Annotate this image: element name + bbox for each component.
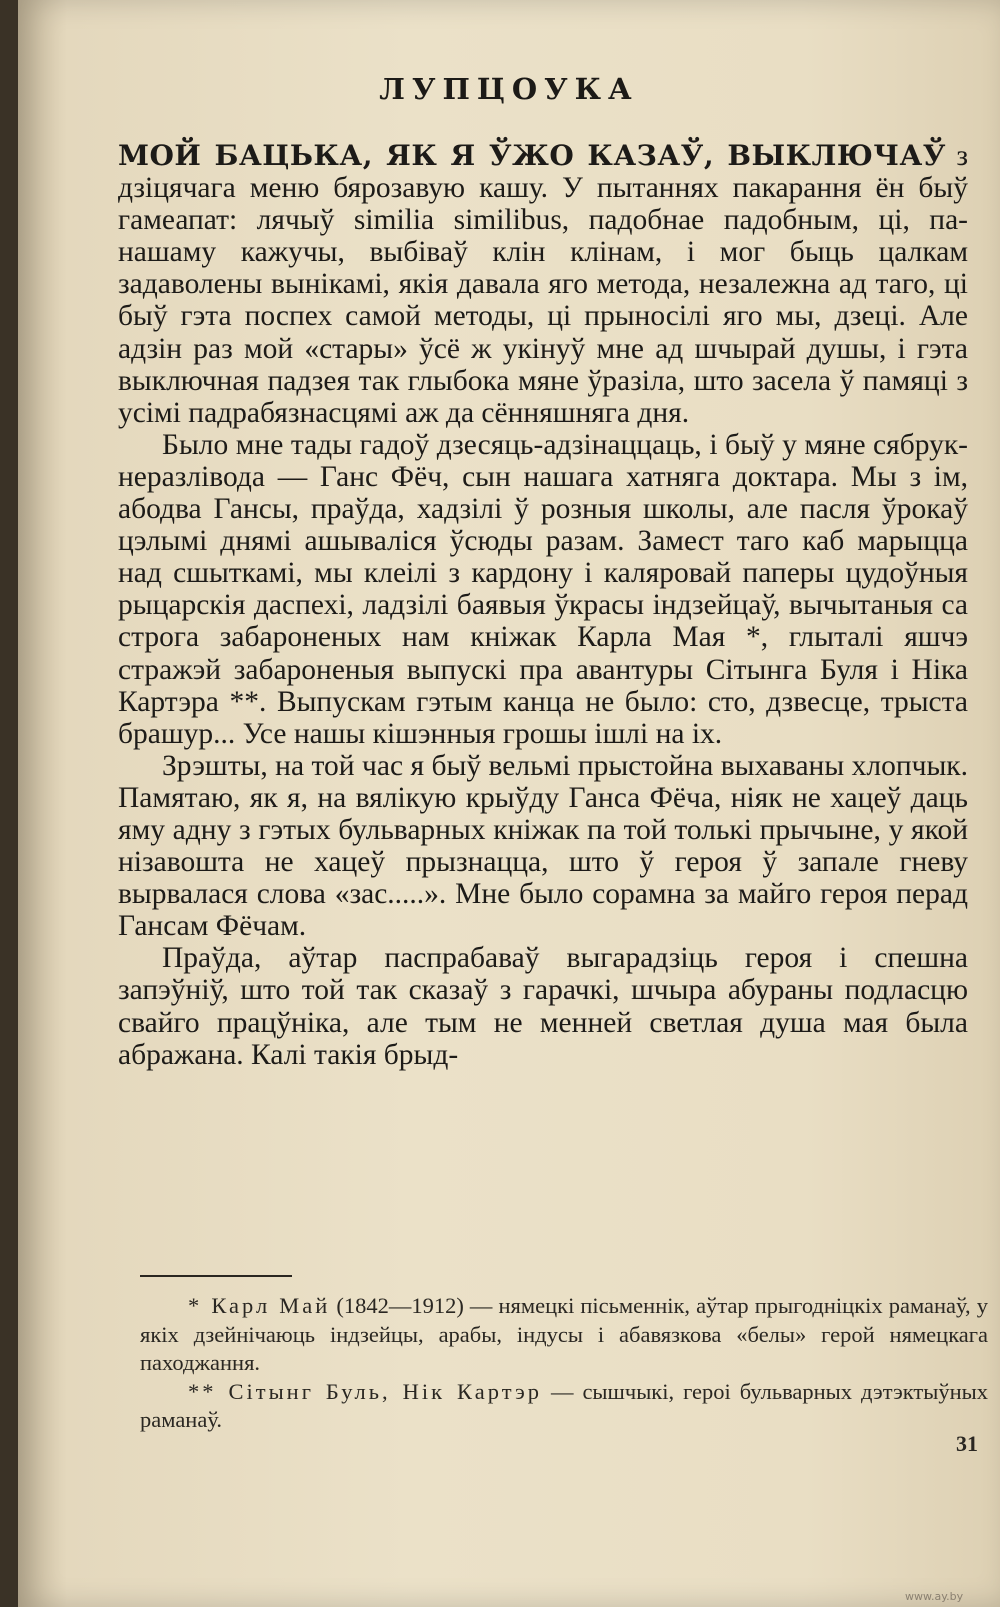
paragraph-1-text: з дзіцячага меню бярозавую кашу. У пытаннях пакарання ён быў гамеапат: лячыў similia similibus, падобнае падобным, ці, па-нашаму кажучы, выбіваў клін клінам, і мог быць цалкам задаволены вынікамі, якія давала яго метода, незалежна ад таго, ці быў гэта поспех самой методы, ці прыносілі яго мы, дзеці. Але адзін раз мой «стары» ўсё ж укінуў мне ад шчырай душы, і гэта выключная падзея так глыбока мяне ўразіла, што засела ў памяці з усімі падрабязнасцямі аж да сённяшняга дня.	[118, 140, 969, 429]
footnote-2-text: — сышчыкі, героі бульварных дэтэктыўных раманаў.	[140, 1378, 988, 1432]
body-text	[118, 140, 968, 1071]
watermark: www.ay.by	[905, 1590, 964, 1603]
paragraph-2: Было мне тады гадоў дзесяць-адзінаццаць, і быў у мяне сябрук-неразлівода — Ганс Фёч, сын нашага хатняга доктара. Мы з ім, абодва Гансы, праўда, хадзілі ў розныя школы, але пасля ўрокаў цэлымі днямі ашываліся ўсюды разам. Замест таго каб марыцца над сшыткамі, мы клеілі з кардону і каляровай паперы цудоўныя рыцарскія даспехі, ладзілі баявыя ўкрасы індзейцаў, вычытаныя са строга забароненых нам кніжак Карла Мая *, глыталі яшчэ стражэй забароненыя выпускі пра авантуры Сітынга Буля і Ніка Картэра **. Выпускам гэтым канца не было: сто, дзвесце, трыста брашур... Усе нашы кішэнныя грошы ішлі на іх.	[118, 428, 968, 750]
footnote-1	[140, 1292, 988, 1378]
paragraph-1	[118, 140, 968, 429]
footnote-1-text: (1842—1912) — нямецкі пісьменнік, аўтар прыгодніцкіх раманаў, у якіх дзейнічаюць індзейцы, арабы, індусы і абавязкова «белы» герой нямецкага паходжання.	[140, 1293, 988, 1375]
footnotes	[140, 1292, 988, 1435]
footnote-2	[140, 1378, 988, 1435]
page-number: 31	[956, 1431, 978, 1456]
footnote-2-name: ** Сітынг Буль, Нік Картэр	[188, 1378, 542, 1404]
paragraph-3: Зрэшты, на той час я быў вельмі прыстойна выхаваны хлопчык. Памятаю, як я, на вялікую крыўду Ганса Фёча, ніяк не хацеў даць яму адну з гэтых бульварных кніжак па той толькі прычыне, у якой нізавошта не хацеў прызнацца, што ў героя ў запале гневу вырвалася слова «зас.....». Мне было сорамна за майго героя перад Гансам Фёчам.	[118, 749, 968, 943]
chapter-title: ЛУПЦОУКА	[379, 72, 639, 106]
paragraph-4: Праўда, аўтар паспрабаваў выгарадзіць героя і спешна запэўніў, што той так сказаў з гарачкі, шчыра абураны подласцю свайго працўніка, але тым не менней светлая душа мая была абражана. Калі такія брыд-	[118, 942, 968, 1071]
book-page	[18, 0, 1000, 1607]
footnote-1-name: * Карл Май	[188, 1293, 331, 1318]
paragraph-1-lead: МОЙ БАЦЬКА, ЯК Я ЎЖО КАЗАЎ, ВЫКЛЮЧАЎ	[118, 139, 947, 172]
footnote-divider	[140, 1275, 292, 1277]
